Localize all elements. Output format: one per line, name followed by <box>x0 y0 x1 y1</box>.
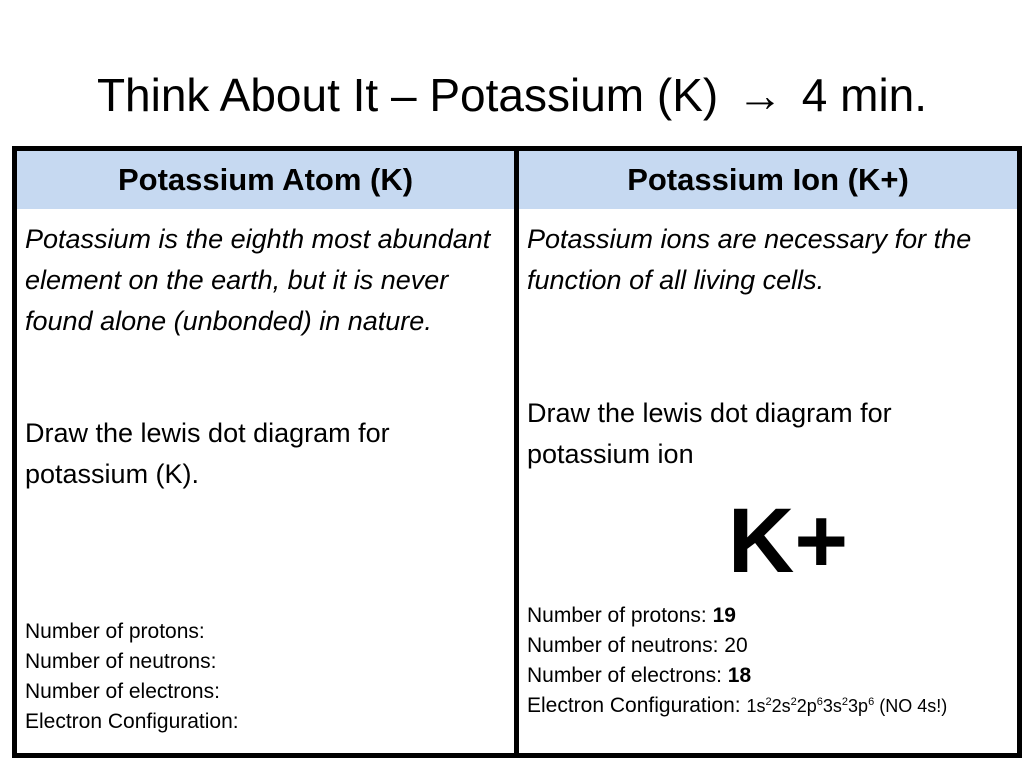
config-term: 2s <box>771 696 791 716</box>
config-term: 3s <box>822 696 842 716</box>
atom-prompt: Draw the lewis dot diagram for potassium (K). <box>25 418 390 489</box>
config-term-exponent: 2 <box>790 696 797 708</box>
ion-config-label: Electron Configuration: <box>527 694 747 717</box>
atom-stats <box>25 617 506 737</box>
config-term-exponent: 2 <box>765 696 772 708</box>
config-term: 3p <box>848 696 869 716</box>
ion-electrons-label: Number of electrons: <box>527 664 728 687</box>
title-time: 4 min. <box>801 69 928 121</box>
ion-symbol: K+ <box>727 490 849 592</box>
atom-column <box>17 151 519 753</box>
ion-config-note: (NO 4s!) <box>874 696 948 716</box>
config-term-exponent: 6 <box>868 696 875 708</box>
ion-protons-value: 19 <box>712 604 736 627</box>
config-term: 1s <box>746 696 766 716</box>
config-term-exponent: 6 <box>816 696 823 708</box>
atom-config-label: Electron Configuration: <box>25 710 239 733</box>
ion-stats <box>527 601 1009 721</box>
ion-column <box>519 151 1017 753</box>
atom-protons-label: Number of protons: <box>25 620 205 643</box>
ion-fact: Potassium ions are necessary for the function of all living cells. <box>527 224 972 295</box>
atom-column-header: Potassium Atom (K) <box>17 151 514 209</box>
atom-neutrons-label: Number of neutrons: <box>25 650 217 673</box>
atom-fact: Potassium is the eighth most abundant element on the earth, but it is never found alone (unbonded) in nature. <box>25 224 491 336</box>
ion-config-value <box>746 696 874 716</box>
ion-protons-label: Number of protons: <box>527 604 713 627</box>
arrow-right-icon: → <box>737 69 783 121</box>
config-term-exponent: 2 <box>841 696 849 708</box>
config-term: 2p <box>796 696 817 716</box>
ion-prompt: Draw the lewis dot diagram for potassium ion <box>527 398 892 469</box>
ion-config-row <box>527 691 1009 721</box>
ion-electrons-value: 18 <box>727 664 752 687</box>
title-text: Think About It – Potassium (K) <box>96 69 719 121</box>
ion-neutrons-label: Number of neutrons: 20 <box>527 634 748 657</box>
slide-title <box>0 62 1024 128</box>
atom-electrons-label: Number of electrons: <box>25 680 220 703</box>
comparison-table <box>12 146 1022 758</box>
ion-column-header: Potassium Ion (K+) <box>519 151 1017 209</box>
ion-protons-row <box>527 601 1009 631</box>
ion-electrons-row <box>527 661 1009 691</box>
